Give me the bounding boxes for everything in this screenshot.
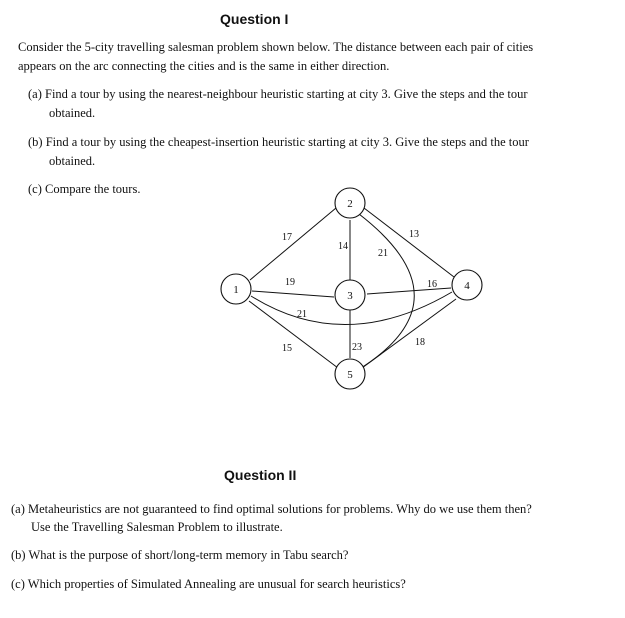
node-4-label: 4 <box>464 280 470 292</box>
question-2-part-c: (c) Which properties of Simulated Annealing are unusual for search heuristics? <box>11 577 406 591</box>
question-2-title: Question II <box>224 467 297 483</box>
edge-1-3 <box>252 291 334 297</box>
edge-1-3-weight: 19 <box>285 277 295 288</box>
node-2-label: 2 <box>347 198 353 210</box>
question-2-part-a-line-1: (a) Metaheuristics are not guaranteed to find optimal solutions for problems. Why do we use them then? <box>11 502 532 516</box>
question-1-title: Question I <box>220 11 289 27</box>
node-3-label: 3 <box>347 290 353 302</box>
question-1-part-a-line-2: obtained. <box>49 106 96 120</box>
edge-3-5-weight: 23 <box>352 342 362 353</box>
edge-2-5-weight: 21 <box>378 248 388 259</box>
edge-2-3-weight: 14 <box>338 241 348 252</box>
question-1-part-a-line-1: (a) Find a tour by using the nearest-neighbour heuristic starting at city 3. Give the steps and the tour <box>28 87 528 101</box>
question-2-part-b: (b) What is the purpose of short/long-term memory in Tabu search? <box>11 548 349 562</box>
question-1-intro-line-1: Consider the 5-city travelling salesman problem shown below. The distance between each pair of cities <box>18 40 534 54</box>
question-2-part-a-line-2: Use the Travelling Salesman Problem to illustrate. <box>31 520 283 534</box>
tsp-graph <box>210 180 500 400</box>
edge-1-2-weight: 17 <box>282 232 292 243</box>
edge-3-4 <box>367 288 451 294</box>
question-1-intro-line-2: appears on the arc connecting the cities and is the same in either direction. <box>18 59 390 73</box>
edge-4-5-weight: 18 <box>415 337 425 348</box>
question-1-part-c: (c) Compare the tours. <box>28 182 141 196</box>
edge-2-4 <box>364 208 454 277</box>
question-1-part-b-line-1: (b) Find a tour by using the cheapest-insertion heuristic starting at city 3. Give the steps and the tour <box>28 135 529 149</box>
edge-2-5 <box>358 214 414 370</box>
edge-1-4-weight: 21 <box>297 309 307 320</box>
node-5-label: 5 <box>347 369 353 381</box>
edge-2-4-weight: 13 <box>409 229 419 240</box>
edge-1-2 <box>250 208 336 280</box>
edge-4-5 <box>362 299 456 368</box>
edge-3-4-weight: 16 <box>427 279 437 290</box>
edge-1-5 <box>249 301 338 368</box>
edge-1-5-weight: 15 <box>282 343 292 354</box>
question-1-part-b-line-2: obtained. <box>49 154 96 168</box>
node-1-label: 1 <box>233 284 239 296</box>
